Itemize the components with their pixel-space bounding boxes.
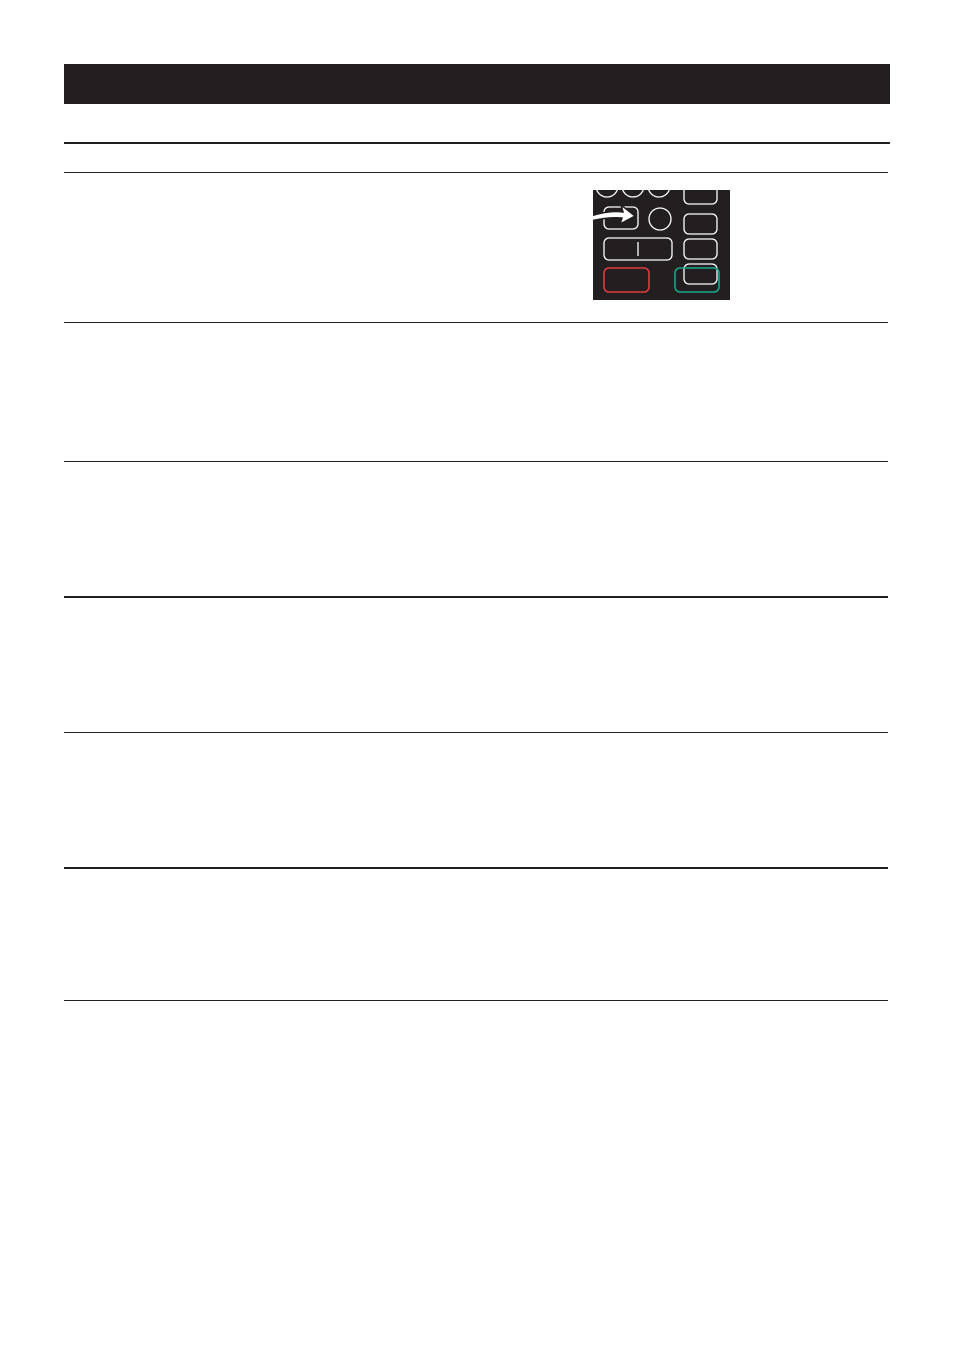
keypad-illustration: [593, 190, 730, 300]
step-1-text: [70, 181, 565, 206]
section-divider: [64, 732, 888, 733]
section-divider: [64, 461, 888, 462]
section-divider: [64, 322, 888, 323]
section-divider: [64, 172, 888, 173]
section-divider: [64, 596, 888, 598]
top-rule: [64, 142, 890, 144]
section-divider: [64, 867, 888, 869]
section-divider: [64, 1000, 888, 1001]
header-bar: [64, 64, 890, 104]
